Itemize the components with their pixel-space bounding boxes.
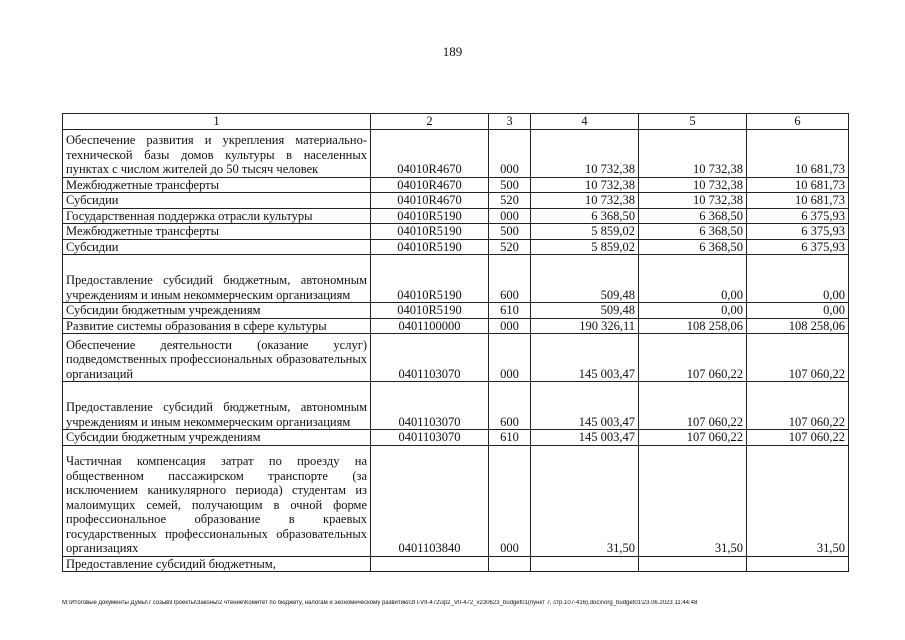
row-value-col5: 107 060,22	[639, 430, 747, 446]
row-type-cell: 600	[489, 255, 531, 303]
table-row	[63, 556, 849, 572]
header-cell: 4	[531, 114, 639, 130]
header-row	[63, 114, 849, 130]
table-row	[63, 129, 849, 177]
row-code-cell: 04010R5190	[371, 224, 489, 240]
row-value-col6: 31,50	[747, 445, 849, 556]
row-code-cell: 04010R4670	[371, 129, 489, 177]
row-name-cell: Обеспечение деятельности (оказание услуг) подведомственных профессиональных образовательных организаций	[63, 334, 371, 382]
row-type-cell: 600	[489, 382, 531, 430]
row-value-col6: 10 681,73	[747, 129, 849, 177]
row-value-col5: 108 258,06	[639, 318, 747, 334]
row-name-cell: Субсидии бюджетным учреждениям	[63, 430, 371, 446]
row-value-col6: 107 060,22	[747, 382, 849, 430]
row-value-col6: 107 060,22	[747, 430, 849, 446]
row-code-cell: 04010R5190	[371, 208, 489, 224]
row-value-col5: 6 368,50	[639, 224, 747, 240]
row-value-col4: 145 003,47	[531, 334, 639, 382]
document-path-footer: М:\Итоговые документы Думы\7 созыв\Проекты\Законы\2 чтение\Комитет по бюджету, налогам и экономическому развитию\ЗП-VII-472\зр2_VII-472_v230623_budget01(пункт 7, стр.107-416).docx\org_budget01\23.06.2023 11:44:48	[62, 600, 698, 606]
budget-table	[62, 113, 849, 572]
row-value-col5: 107 060,22	[639, 382, 747, 430]
row-value-col6: 10 681,73	[747, 193, 849, 209]
row-value-col5: 10 732,38	[639, 129, 747, 177]
row-value-col5: 31,50	[639, 445, 747, 556]
row-type-cell: 520	[489, 193, 531, 209]
table-row	[63, 382, 849, 430]
row-type-cell: 000	[489, 208, 531, 224]
row-value-col6: 107 060,22	[747, 334, 849, 382]
table-row	[63, 193, 849, 209]
row-value-col4: 5 859,02	[531, 224, 639, 240]
table-body	[63, 114, 849, 572]
row-name-cell: Межбюджетные трансферты	[63, 224, 371, 240]
table-row	[63, 208, 849, 224]
row-name-cell: Субсидии бюджетным учреждениям	[63, 303, 371, 319]
row-value-col4: 31,50	[531, 445, 639, 556]
row-value-col6: 6 375,93	[747, 224, 849, 240]
table-row	[63, 303, 849, 319]
table-row	[63, 445, 849, 556]
row-code-cell: 04010R5190	[371, 303, 489, 319]
row-name-cell: Предоставление субсидий бюджетным, автономным учреждениям и иным некоммерческим организациям	[63, 255, 371, 303]
row-type-cell: 000	[489, 334, 531, 382]
row-type-cell: 500	[489, 177, 531, 193]
table-row	[63, 318, 849, 334]
row-type-cell: 610	[489, 430, 531, 446]
row-value-col6	[747, 556, 849, 572]
row-code-cell: 0401100000	[371, 318, 489, 334]
row-type-cell: 000	[489, 318, 531, 334]
row-value-col6: 0,00	[747, 303, 849, 319]
row-name-cell: Межбюджетные трансферты	[63, 177, 371, 193]
row-value-col4: 6 368,50	[531, 208, 639, 224]
row-value-col5: 0,00	[639, 303, 747, 319]
row-type-cell: 000	[489, 129, 531, 177]
row-value-col4: 509,48	[531, 303, 639, 319]
row-value-col4: 10 732,38	[531, 177, 639, 193]
row-value-col5: 10 732,38	[639, 177, 747, 193]
page-number: 189	[442, 44, 463, 59]
row-code-cell: 04010R4670	[371, 193, 489, 209]
row-type-cell: 000	[489, 445, 531, 556]
row-code-cell: 04010R5190	[371, 239, 489, 255]
row-code-cell: 04010R5190	[371, 255, 489, 303]
row-type-cell: 520	[489, 239, 531, 255]
row-name-cell: Обеспечение развития и укрепления материально-технической базы домов культуры в населенных пунктах с числом жителей до 50 тысяч человек	[63, 129, 371, 177]
row-name-cell: Частичная компенсация затрат по проезду на общественном пассажирском транспорте (за исключением каникулярного периода) студентам из малоимущих семей, получающим в очной форме профессиональное образование в краевых государственных профессиональных образовательных организациях	[63, 445, 371, 556]
row-name-cell: Предоставление субсидий бюджетным,	[63, 556, 371, 572]
table-row	[63, 430, 849, 446]
row-value-col4: 190 326,11	[531, 318, 639, 334]
row-type-cell	[489, 556, 531, 572]
header-cell: 3	[489, 114, 531, 130]
table-row	[63, 224, 849, 240]
row-name-cell: Предоставление субсидий бюджетным, автономным учреждениям и иным некоммерческим организациям	[63, 382, 371, 430]
row-code-cell	[371, 556, 489, 572]
header-cell: 6	[747, 114, 849, 130]
row-value-col6: 6 375,93	[747, 239, 849, 255]
row-name-cell: Субсидии	[63, 239, 371, 255]
row-value-col5: 6 368,50	[639, 239, 747, 255]
row-value-col5: 6 368,50	[639, 208, 747, 224]
row-code-cell: 04010R4670	[371, 177, 489, 193]
row-value-col4: 10 732,38	[531, 129, 639, 177]
row-name-cell: Субсидии	[63, 193, 371, 209]
header-cell: 5	[639, 114, 747, 130]
row-value-col6: 108 258,06	[747, 318, 849, 334]
row-code-cell: 0401103070	[371, 334, 489, 382]
row-value-col4: 145 003,47	[531, 382, 639, 430]
row-type-cell: 500	[489, 224, 531, 240]
row-code-cell: 0401103070	[371, 382, 489, 430]
row-value-col5: 10 732,38	[639, 193, 747, 209]
row-value-col6: 6 375,93	[747, 208, 849, 224]
table-row	[63, 255, 849, 303]
row-value-col5	[639, 556, 747, 572]
header-cell: 2	[371, 114, 489, 130]
row-name-cell: Развитие системы образования в сфере культуры	[63, 318, 371, 334]
row-value-col5: 107 060,22	[639, 334, 747, 382]
row-value-col4: 509,48	[531, 255, 639, 303]
row-value-col6: 10 681,73	[747, 177, 849, 193]
header-cell: 1	[63, 114, 371, 130]
table-row	[63, 334, 849, 382]
table-row	[63, 177, 849, 193]
row-name-cell: Государственная поддержка отрасли культуры	[63, 208, 371, 224]
row-value-col4	[531, 556, 639, 572]
row-value-col4: 145 003,47	[531, 430, 639, 446]
row-type-cell: 610	[489, 303, 531, 319]
row-code-cell: 0401103070	[371, 430, 489, 446]
row-value-col5: 0,00	[639, 255, 747, 303]
row-code-cell: 0401103840	[371, 445, 489, 556]
row-value-col4: 10 732,38	[531, 193, 639, 209]
row-value-col6: 0,00	[747, 255, 849, 303]
table-row	[63, 239, 849, 255]
row-value-col4: 5 859,02	[531, 239, 639, 255]
